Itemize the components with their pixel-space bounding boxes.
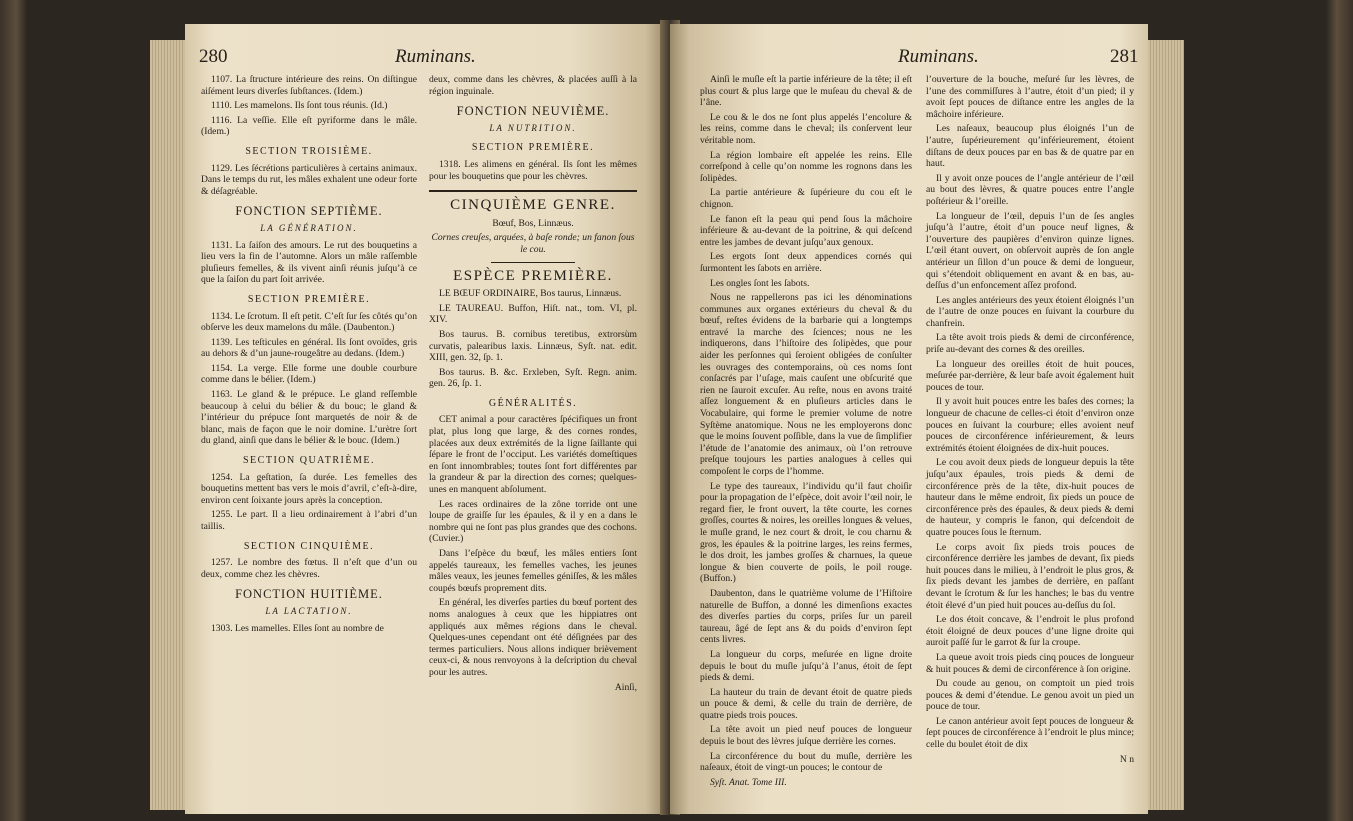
- paragraph: Bos taurus. B. cornibus teretibus, extrorsùm curvatis, palearibus laxis. Linnæus, Syſt. nat. edit. XIII, gen. 32, ſp. 1.: [429, 328, 637, 364]
- paragraph: deux, comme dans les chèvres, & placées auſſi à la région inguinale.: [429, 74, 637, 97]
- paragraph: Le cou & le dos ne ſont plus appelés l’encolure & les reins, comme dans le cheval; ils conſervent leur véritable nom.: [700, 111, 912, 146]
- subheading: LA GÉNÉRATION.: [260, 222, 358, 233]
- right-page-edges: [1148, 40, 1184, 810]
- running-head: Ruminans.: [395, 46, 476, 67]
- paragraph: La longueur du corps, meſurée en ligne droite depuis le bout du muſle juſqu’à l’anus, étoit de ſept pieds & demi.: [700, 648, 912, 684]
- left-page-edges: [150, 40, 186, 810]
- subheading: LA NUTRITION.: [489, 122, 577, 133]
- paragraph: La tête avoit trois pieds & demi de circonférence, priſe au-devant des cornes & des oreilles.: [926, 332, 1134, 356]
- paragraph: 1107. La ſtructure intérieure des reins. On diſtingue aiſément leurs diverſes ſubſtances. (Idem.): [201, 74, 417, 97]
- paragraph: Les races ordinaires de la zône torride ont une loupe de graiſſe ſur les épaules, & il y en a dans le nombre qui ne ſont pas plus grandes que des cochons. (Cuvier.): [429, 498, 637, 545]
- paragraph: La hauteur du train de devant étoit de quatre pieds un pouce & demi, & celle du train de derrière, de quatre pieds trois pouces.: [700, 686, 912, 721]
- section-heading: SECTION QUATRIÈME.: [243, 455, 375, 467]
- paragraph: 1154. La verge. Elle forme une double courbure comme dans le bélier. (Idem.): [201, 362, 417, 386]
- paragraph: Du coude au genou, on comptoit un pied trois pouces & demi d’étendue. Le genou avoit un pied un pouce de tour.: [926, 678, 1134, 713]
- paragraph: La longueur des oreilles étoit de huit pouces, meſurée par-derrière, & leur baſe avoit également huit pouces de tour.: [926, 358, 1134, 393]
- paragraph: Les ergots ſont deux appendices cornés qui ſurmontent les ſabots en arrière.: [700, 251, 912, 274]
- paragraph: La région lombaire eſt appelée les reins. Elle correſpond à celle qu’on nomme les rognons dans les ſolipèdes.: [700, 149, 912, 184]
- divider-rule: [429, 190, 637, 192]
- function-heading: FONCTION HUITIÈME.: [235, 587, 383, 602]
- paragraph: 1139. Les teſticules en général. Ils ſont ovoïdes, gris au dehors & d’un jaune-rougeâtre au dedans. (Idem.): [201, 336, 417, 360]
- right-column-1: [700, 74, 912, 791]
- section-heading: SECTION PREMIÈRE.: [471, 142, 595, 154]
- catchword: N n: [1119, 753, 1134, 765]
- paragraph: En général, les diverſes parties du bœuf portent des noms analogues à ceux que les hippiatres ont appliqués aux mêmes régions dans le cheval. Quelques-unes cependant ont été déſignées par des termes particuliers. Nous allons indiquer brièvement ceux-ci, & nous renvoyons à la deſcription du cheval pour les autres.: [429, 597, 637, 678]
- paragraph: Les naſeaux, beaucoup plus éloignés l’un de l’autre, ſupérieurement qu’inférieurement, étoient diſtans de deux pouces par en bas & de quatre par en haut.: [926, 123, 1134, 170]
- signature-line: Syſt. Anat. Tome III.: [710, 776, 787, 788]
- paragraph: 1254. La geſtation, ſa durée. Les femelles des bouquetins mettent bas vers le mois d’avril, c’eſt-à-dire, environ cent ſoixante jours après la conception.: [201, 471, 417, 506]
- paragraph: Le dos étoit concave, & l’endroit le plus profond étoit éloigné de deux pouces d’une ligne droite qui auroit paſſé ſur le garrot & ſur la croupe.: [926, 614, 1134, 649]
- genre-heading: CINQUIÈME GENRE.: [450, 197, 616, 214]
- function-heading: FONCTION SEPTIÈME.: [235, 204, 383, 219]
- right-page: [670, 24, 1148, 814]
- paragraph: La longueur de l’œil, depuis l’un de ſes angles juſqu’à l’autre, étoit d’un pouce neuf lignes, & l’ouverture des paupières d’environ quinze lignes. L’œil étant ouvert, on obſervoit auprès de ſon angle antérieur un ſillon d’un pouce & demi de longueur, qui s’étendoit obliquement en avant & en bas, au-deſſus d’un enfoncement aſſez profond.: [926, 210, 1134, 292]
- paragraph: 1116. La veſſie. Elle eſt pyriforme dans le mâle. (Idem.): [201, 114, 417, 138]
- genus-description: Cornes creuſes, arquées, à baſe ronde; un fanon ſous le cou.: [431, 232, 635, 255]
- paragraph: Dans l’eſpèce du bœuf, les mâles entiers ſont appelés taureaux, les femelles vaches, les jeunes mâles veaux, les jeunes femelles géniſſes, & les mâles coupés bœufs proprement dits.: [429, 548, 637, 594]
- paragraph: Les ongles ſont les ſabots.: [710, 277, 810, 289]
- paragraph: 1255. Le part. Il a lieu ordinairement à l’abri d’un taillis.: [201, 509, 417, 532]
- paragraph: La tête avoit un pied neuf pouces de longueur depuis le bout des lèvres juſque derrière les cornes.: [700, 724, 912, 748]
- paragraph: 1131. La ſaiſon des amours. Le rut des bouquetins a lieu vers la fin de l’automne. Alors un mâle raſſemble pluſieurs femelles, & ils vivent ainſi réunis juſqu’à ce que la ſaiſon du part ſoit arrivée.: [201, 239, 417, 286]
- paragraph: Le canon antérieur avoit ſept pouces de longueur & ſept pouces de circonférence à l’endroit le plus mince; celle du boulet étoit de dix: [926, 715, 1134, 751]
- paragraph: LE BŒUF ORDINAIRE, Bos taurus, Linnæus.: [439, 288, 622, 300]
- paragraph: Le corps avoit ſix pieds trois pouces de circonférence derrière les jambes de devant, ſix pieds huit pouces dans le milieu, à l’endroit le plus gros, & ſix pieds devant les jambes de derrière, en paſſant devant le ſcrotum & ſur les hanches; le bas du ventre étoit élevé d’un pied huit pouces au-deſſus du ſol.: [926, 541, 1134, 611]
- divider-rule: [491, 262, 574, 263]
- page-number: 280: [199, 46, 228, 67]
- genus-name: Bœuf, Bos, Linnæus.: [492, 217, 574, 229]
- catchword: Ainſi,: [614, 681, 637, 693]
- paragraph: 1134. Le ſcrotum. Il eſt petit. C’eſt ſur ſes côtés qu’on obſerve les deux mamelons du mâle. (Daubenton.): [201, 310, 417, 334]
- left-column-1: [201, 74, 417, 637]
- paragraph: 1163. Le gland & le prépuce. Le gland reſſemble beaucoup à celui du bélier & du bouc; le gland & l’intérieur du prépuce ſont marquetés de noir & de blanc, mais de façon que le noir domine. L’urètre ſort du gland, ainſi que dans le bélier & le bouc. (Idem.): [201, 389, 417, 447]
- page-number: 281: [1110, 46, 1139, 67]
- subheading: LA LACTATION.: [265, 605, 353, 616]
- paragraph: LE TAUREAU. Buffon, Hiſt. nat., tom. VI, pl. XIV.: [429, 302, 637, 326]
- paragraph: Le cou avoit deux pieds de longueur depuis la tête juſqu’aux épaules, trois pieds & demi de circonférence près de la tête, dix-huit pouces de hauteur dans le même endroit, ſix pieds un pouce de circonférence près des épaules, & deux pieds & demi de hauteur, y compris le fanon, qui deſcendoit de quatre pouces ſous le ſternum.: [926, 457, 1134, 538]
- right-column-2: [926, 74, 1134, 768]
- paragraph: 1318. Les alimens en général. Ils ſont les mêmes pour les bouquetins que pour les chèvres.: [429, 158, 637, 182]
- paragraph: Les angles antérieurs des yeux étoient éloignés l’un de l’autre de onze pouces en ſuivant la courbure du chanfrein.: [926, 294, 1134, 329]
- paragraph: La circonférence du bout du muſle, derrière les naſeaux, étoit de vingt-un pouces; le contour de: [700, 750, 912, 774]
- section-heading: GÉNÉRALITÉS.: [488, 397, 578, 409]
- left-page: [185, 24, 665, 814]
- paragraph: 1129. Les ſécrétions particulières à certains animaux. Dans le temps du rut, les mâles exhalent une odeur forte & déſagréable.: [201, 162, 417, 197]
- section-heading: SECTION TROISIÈME.: [245, 145, 373, 157]
- paragraph: l’ouverture de la bouche, meſuré ſur les lèvres, de l’une des commiſſures à l’autre, étoit d’un pied; il y avoit ſept pouces de diſtance entre les angles de la mâchoire inférieure.: [926, 74, 1134, 120]
- left-column-2: [429, 74, 637, 696]
- paragraph: Daubenton, dans le quatrième volume de l’Hiſtoire naturelle de Buffon, a donné les dimenſions exactes des diverſes parties du corps, priſes ſur un pareil taureau, âgé de ſept ans & du poids d’environ ſept cents livres.: [700, 587, 912, 646]
- running-head: Ruminans.: [898, 46, 979, 67]
- section-heading: SECTION PREMIÈRE.: [247, 293, 371, 305]
- paragraph: Bos taurus. B. &c. Erxleben, Syſt. Regn. anim. gen. 26, ſp. 1.: [429, 366, 637, 390]
- paragraph: 1303. Les mamelles. Elles ſont au nombre de: [211, 622, 384, 634]
- paragraph: CET animal a pour caractères ſpécifiques un front plat, plus long que large, & des cornes rondes, placées aux deux extrémités de la ligne ſaillante qui ſépare le front de l’occiput. Les variétés domeſtiques en ſont innombrables; toutes ſont fort différentes par la grandeur & par la direction des cornes; quelques-unes en manquent abſolument.: [429, 414, 637, 496]
- paragraph: 1257. Le nombre des fœtus. Il n’eſt que d’un ou deux, comme chez les chèvres.: [201, 557, 417, 580]
- paragraph: Il y avoit onze pouces de l’angle antérieur de l’œil au bout des lèvres, & quatre pouces entre l’angle poſtérieur & l’oreille.: [926, 172, 1134, 207]
- paragraph: 1110. Les mamelons. Ils ſont tous réunis. (Id.): [211, 100, 388, 112]
- paragraph: Le type des taureaux, l’individu qu’il faut choiſir pour la propagation de l’eſpèce, doit avoir l’œil noir, le regard fier, le front ouvert, la tête courte, les cornes groſſes, courtes & noires, les oreilles longues & velues, le muſle grand, le nez court & droit, le cou charnu & gros, les épaules & la poitrine larges, les reins fermes, le dos droit, les jambes groſſes & charnues, la queue longue & bien couverte de poils, le poil rouge. (Buffon.): [700, 480, 912, 585]
- paragraph: Il y avoit huit pouces entre les baſes des cornes; la longueur de chacune de celles-ci étoit d’environ onze pouces en ſuivant la courbure; elles avoient neuf pouces de circonférence inférieurement, & leurs extrémités étoient éloignées de dix-huit pouces.: [926, 396, 1134, 454]
- paragraph: Ainſi le muſle eſt la partie inférieure de la tête; il eſt plus court & plus large que le muſeau du cheval & de l’âne.: [700, 74, 912, 109]
- paragraph: Nous ne rappellerons pas ici les dénominations communes aux organes extérieurs du cheval & du bœuf, reſtes évidens de la barbarie qui a longtemps entravé la marche des ſciences; nous ne les indiquerons, dans l’hiſtoire des ſolipèdes, que pour aider les perſonnes qui ſeroient obligées de conſulter les ouvrages des contemporains, où ces noms ſont conſacrés par l’uſage, mais cauſent une obſcurité que rien ne ſauroit excuſer. Au reſte, nous en avons traité aſſez longuement & en pluſieurs articles dans le Vocabulaire, qui forme le premier volume de notre Syſtème anatomique. Nous ne les employerons donc que le moins ſouvent poſſible, dans la vue de ſimplifier l’étude de l’anatomie des animaux, où l’on retrouve preſque toujours les parties analogues à celles qui compoſent le corps de l’homme.: [700, 292, 912, 477]
- section-heading: SECTION CINQUIÈME.: [243, 540, 375, 552]
- paragraph: La queue avoit trois pieds cinq pouces de longueur & huit pouces & demi de circonférence à ſon origine.: [926, 651, 1134, 675]
- paragraph: Le fanon eſt la peau qui pend ſous la mâchoire inférieure & au-devant de la poitrine, & qui deſcend entre les jambes de devant juſqu’aux genoux.: [700, 213, 912, 248]
- paragraph: La partie antérieure & ſupérieure du cou eſt le chignon.: [700, 187, 912, 210]
- function-heading: FONCTION NEUVIÈME.: [456, 104, 610, 119]
- genre-heading: ESPÈCE PREMIÈRE.: [453, 267, 613, 284]
